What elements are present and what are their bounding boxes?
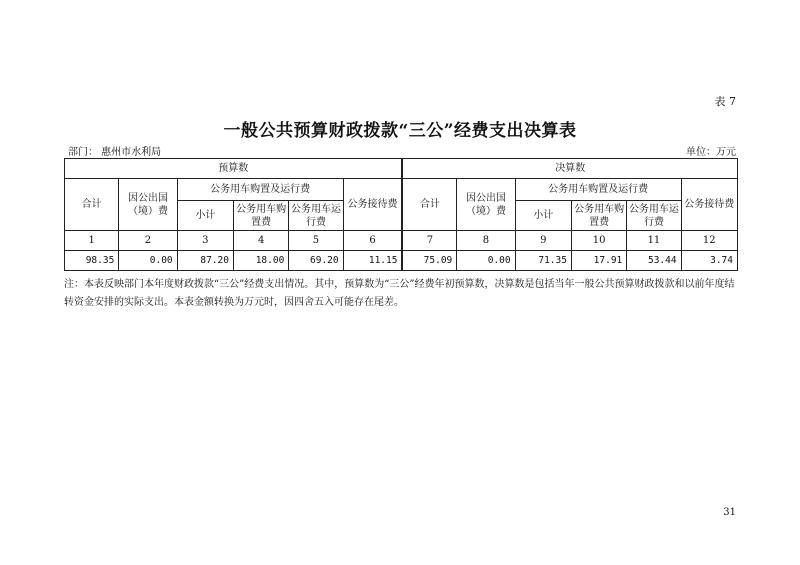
- value-cell: 69.20: [289, 251, 343, 271]
- column-number: 2: [119, 231, 177, 251]
- column-number: 3: [177, 231, 233, 251]
- group-header-row: [65, 159, 738, 179]
- budget-reception-header: 公务接待费: [343, 179, 402, 231]
- column-number: 12: [681, 231, 737, 251]
- page-title: 一般公共预算财政拨款“三公”经费支出决算表: [223, 121, 577, 141]
- budget-vehicle-operation-header: 公务用车运行费: [289, 201, 343, 231]
- actual-reception-header: 公务接待费: [681, 179, 737, 231]
- budget-subtotal-header: 小计: [177, 201, 233, 231]
- budget-abroad-header: 因公出国（境）费: [119, 179, 177, 231]
- budget-vehicle-purchase-header: 公务用车购置费: [233, 201, 288, 231]
- column-number: 6: [343, 231, 402, 251]
- value-cell: 0.00: [119, 251, 177, 271]
- value-row: [65, 251, 738, 271]
- actual-vehicle-purchase-header: 公务用车购置费: [571, 201, 626, 231]
- footnote: 注：本表反映部门本年度财政拨款“三公”经费支出情况。其中，预算数为“三公”经费年初预算数，决算数是包括当年一般公共预算财政拨款和以前年度结转资金安排的实际支出。本表金额转换为万元时，因四舍五入可能存在尾差。: [64, 279, 735, 308]
- column-number: 11: [627, 231, 681, 251]
- column-number: 10: [571, 231, 626, 251]
- value-cell: 87.20: [177, 251, 233, 271]
- column-number: 5: [289, 231, 343, 251]
- value-cell: 3.74: [681, 251, 737, 271]
- value-cell: 17.91: [571, 251, 626, 271]
- value-cell: 53.44: [627, 251, 681, 271]
- value-cell: 71.35: [515, 251, 571, 271]
- value-cell: 75.09: [402, 251, 456, 271]
- expenditure-table: [64, 158, 738, 271]
- column-number: 9: [515, 231, 571, 251]
- budget-total-header: 合计: [65, 179, 119, 231]
- actual-subtotal-header: 小计: [515, 201, 571, 231]
- page-number: 31: [723, 507, 736, 518]
- actual-abroad-header: 因公出国（境）费: [457, 179, 515, 231]
- unit-label: 单位：万元: [686, 147, 736, 158]
- value-cell: 18.00: [233, 251, 288, 271]
- actual-group-header: 决算数: [402, 159, 737, 179]
- actual-vehicle-group-header: 公务用车购置及运行费: [515, 179, 681, 201]
- column-number: 8: [457, 231, 515, 251]
- department-label: 部门： 惠州市水利局: [68, 147, 162, 158]
- header-row-1: [65, 179, 738, 201]
- value-cell: 0.00: [457, 251, 515, 271]
- table-number: 表 7: [714, 95, 736, 108]
- column-number: 4: [233, 231, 288, 251]
- column-number-row: [65, 231, 738, 251]
- value-cell: 11.15: [343, 251, 402, 271]
- actual-vehicle-operation-header: 公务用车运行费: [627, 201, 681, 231]
- budget-group-header: 预算数: [65, 159, 403, 179]
- value-cell: 98.35: [65, 251, 119, 271]
- column-number: 1: [65, 231, 119, 251]
- actual-total-header: 合计: [402, 179, 456, 231]
- budget-vehicle-group-header: 公务用车购置及运行费: [177, 179, 343, 201]
- column-number: 7: [402, 231, 456, 251]
